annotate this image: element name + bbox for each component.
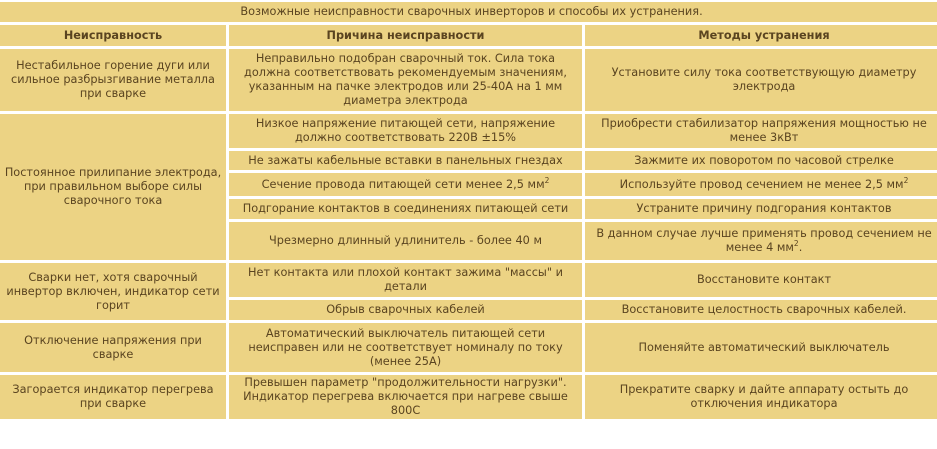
superscript: 2 — [793, 239, 799, 248]
cause-cell: Чрезмерно длинный удлинитель - более 40 м — [229, 222, 582, 260]
table-row — [0, 375, 937, 419]
cause-cell: Автоматический выключатель питающей сети неисправен или не соответствует номиналу по току (менее 25А) — [229, 323, 582, 372]
remedy-cell: Установите силу тока соответствующую диаметру электрода — [585, 49, 937, 111]
cause-text: Сечение провода питающей сети менее 2,5 мм — [261, 177, 545, 191]
fault-cell: Нестабильное горение дуги или сильное разбрызгивание металла при сварке — [0, 49, 226, 111]
caption-row — [0, 2, 937, 22]
remedy-cell: Устраните причину подгорания контактов — [585, 199, 937, 219]
cause-cell: Не зажаты кабельные вставки в панельных гнездах — [229, 151, 582, 170]
table-row — [0, 263, 937, 297]
remedy-cell: Восстановите целостность сварочных кабелей. — [585, 300, 937, 320]
fault-cell: Загорается индикатор перегрева при сварке — [0, 375, 226, 419]
fault-cell: Отключение напряжения при сварке — [0, 323, 226, 372]
cause-cell: Неправильно подобран сварочный ток. Сила тока должна соответствовать рекомендуемым значениям, указанным на пачке электродов или 25-40А на 1 мм диаметра электрода — [229, 49, 582, 111]
remedy-cell — [585, 173, 937, 196]
table-row — [0, 323, 937, 372]
remedy-cell: Приобрести стабилизатор напряжения мощностью не менее 3кВт — [585, 114, 937, 148]
header-remedy: Методы устранения — [585, 25, 937, 46]
fault-cell: Постоянное прилипание электрода, при правильном выборе силы сварочного тока — [0, 114, 226, 260]
remedy-cell: Прекратите сварку и дайте аппарату остыть до отключения индикатора — [585, 375, 937, 419]
header-row — [0, 25, 937, 46]
remedy-text: В данном случае лучше применять провод сечением не менее 4 мм — [596, 227, 932, 254]
superscript: 2 — [903, 175, 909, 185]
remedy-tail: . — [798, 241, 803, 254]
remedy-text: Используйте провод сечением не менее 2,5 мм — [619, 177, 904, 191]
superscript: 2 — [544, 175, 550, 185]
table-row — [0, 114, 937, 148]
cause-cell: Превышен параметр "продолжительности нагрузки". Индикатор перегрева включается при нагреве свыше 800С — [229, 375, 582, 419]
cause-cell: Обрыв сварочных кабелей — [229, 300, 582, 320]
fault-cell: Сварки нет, хотя сварочный инвертор включен, индикатор сети горит — [0, 263, 226, 320]
remedy-cell: Зажмите их поворотом по часовой стрелке — [585, 151, 937, 170]
cause-cell: Низкое напряжение питающей сети, напряжение должно соответствовать 220В ±15% — [229, 114, 582, 148]
header-fault: Неисправность — [0, 25, 226, 46]
header-cause: Причина неисправности — [229, 25, 582, 46]
remedy-cell: Поменяйте автоматический выключатель — [585, 323, 937, 372]
remedy-cell — [585, 222, 937, 260]
cause-cell — [229, 173, 582, 196]
cause-cell: Нет контакта или плохой контакт зажима "массы" и детали — [229, 263, 582, 297]
remedy-cell: Восстановите контакт — [585, 263, 937, 297]
table-caption: Возможные неисправности сварочных инверторов и способы их устранения. — [0, 2, 937, 22]
cause-cell: Подгорание контактов в соединениях питающей сети — [229, 199, 582, 219]
table-row — [0, 49, 937, 111]
